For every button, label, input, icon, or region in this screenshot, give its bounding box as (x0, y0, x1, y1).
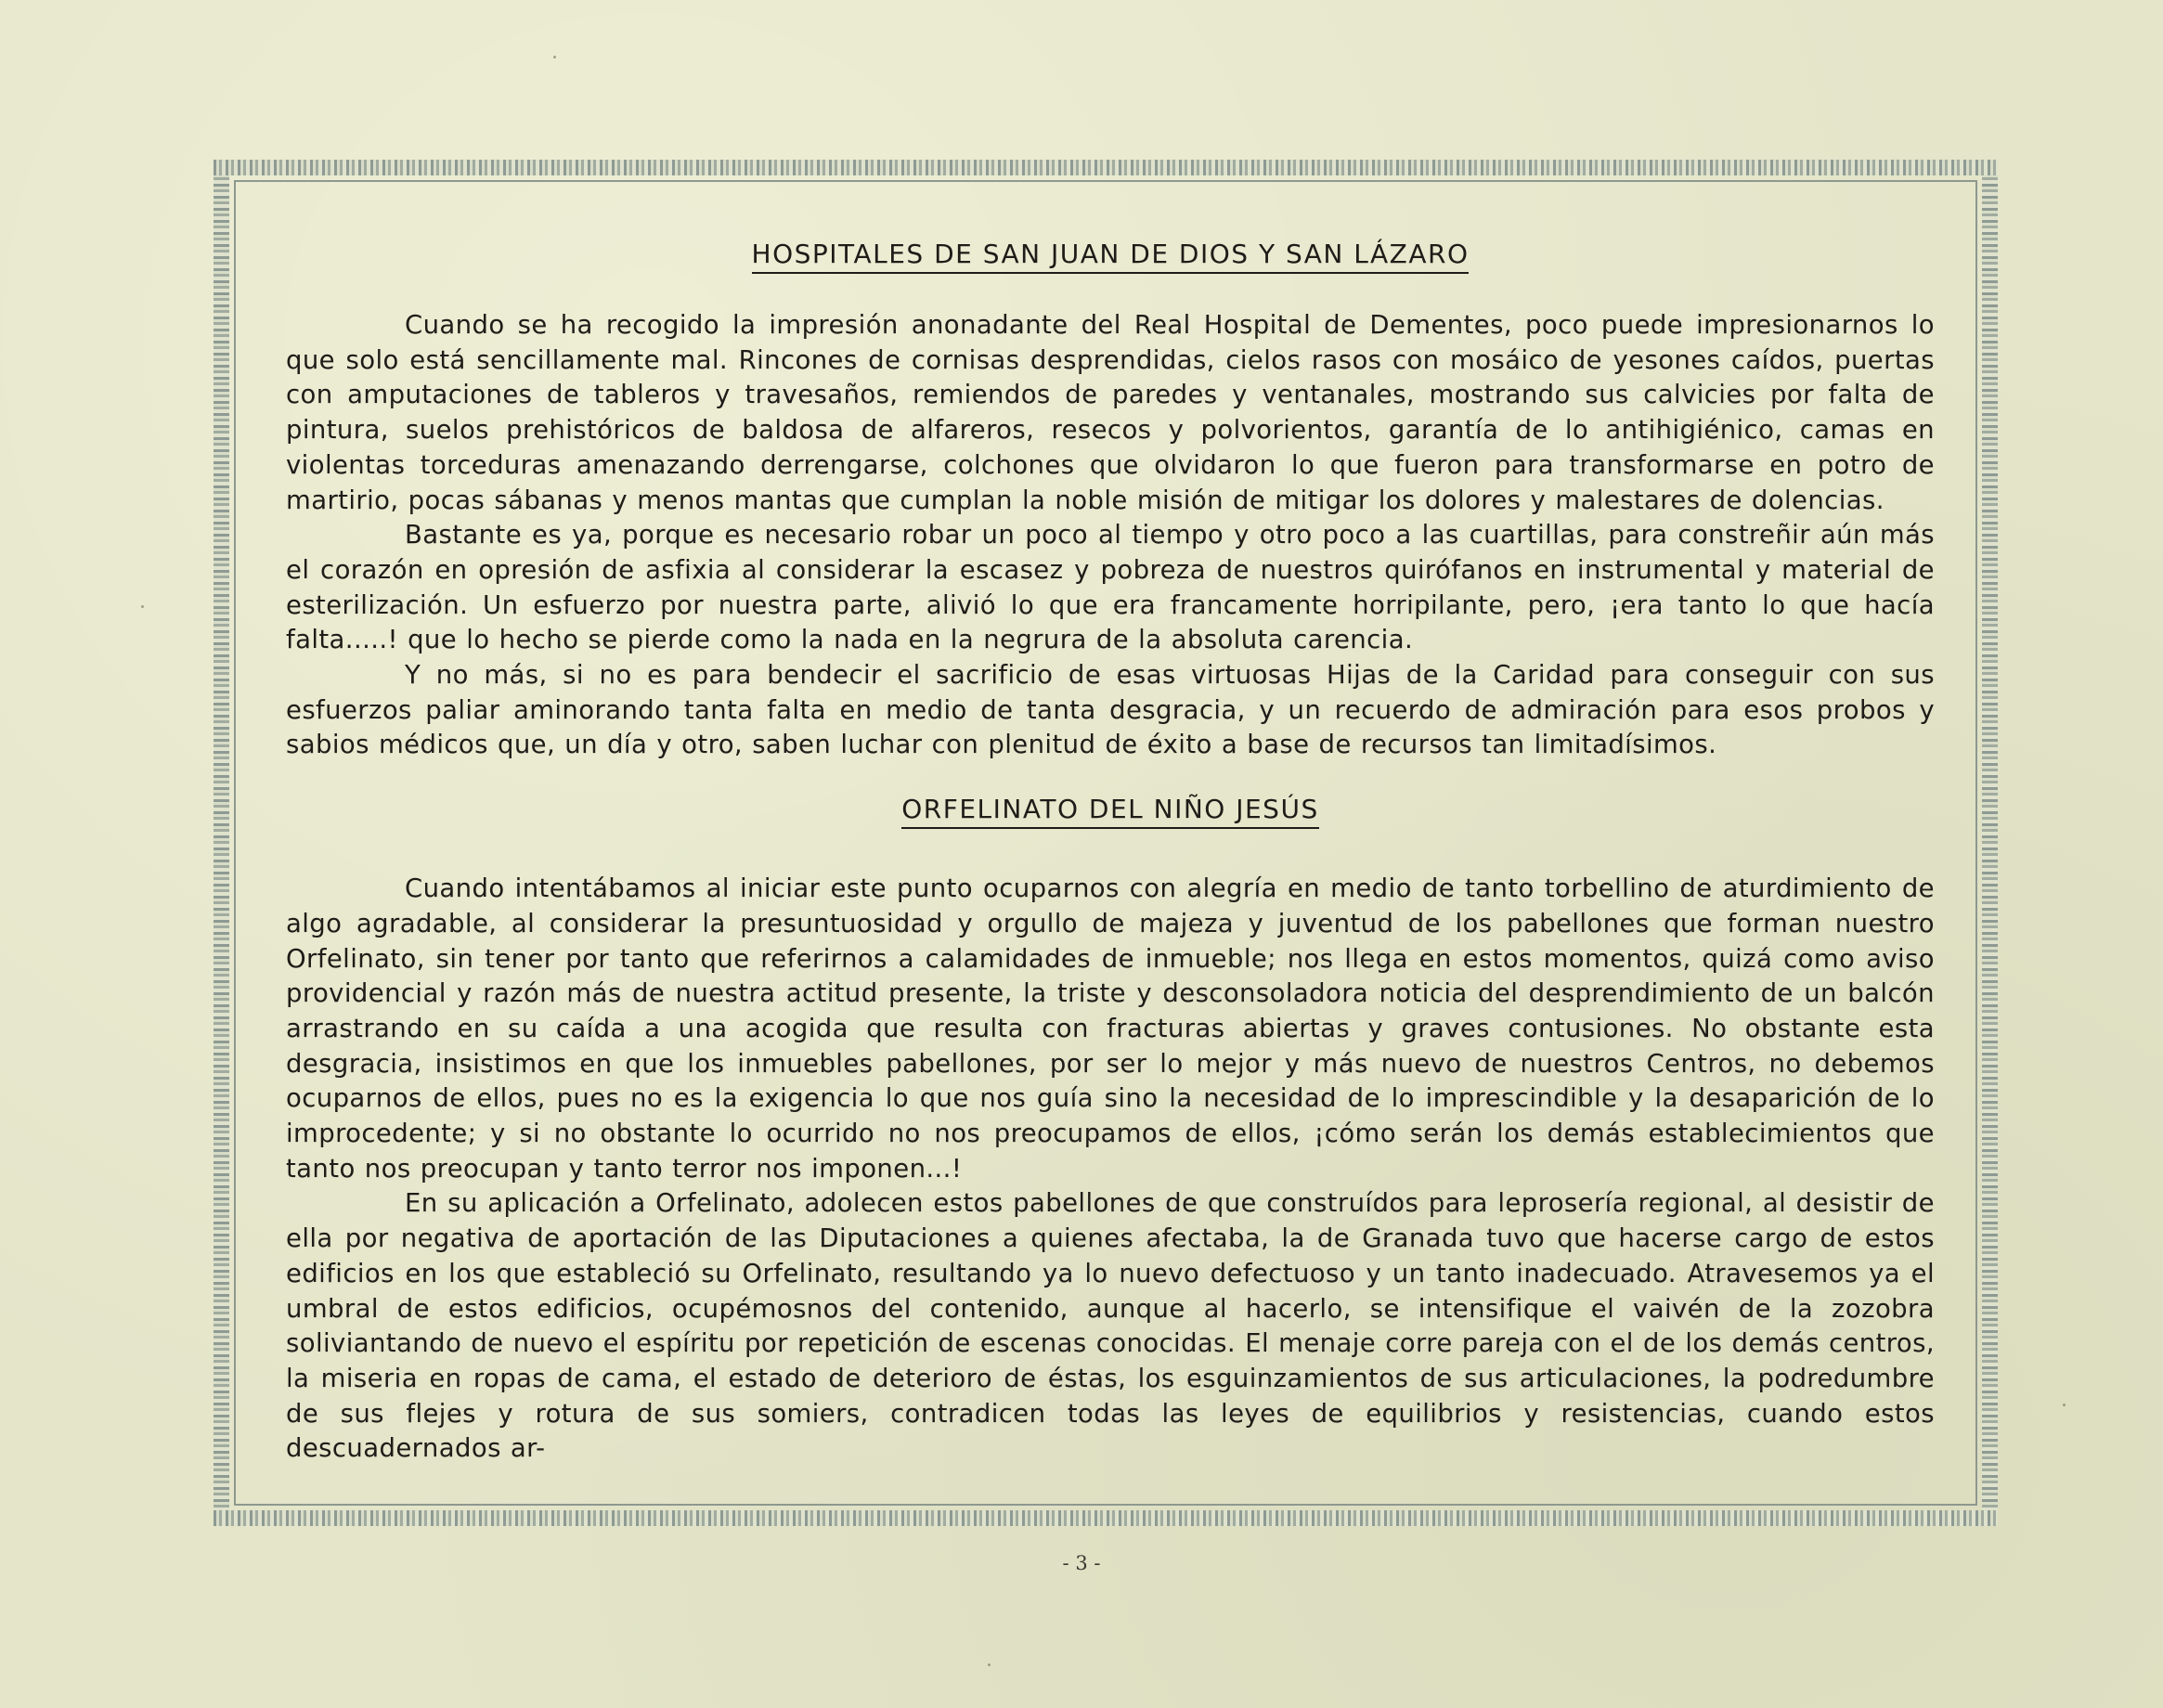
paper-speck (553, 56, 556, 58)
page-number: - 3 - (1062, 1552, 1101, 1574)
paper-speck (141, 605, 144, 608)
section-title-orfelinato: ORFELINATO DEL NIÑO JESÚS (286, 796, 1935, 829)
paragraph: Y no más, si no es para bendecir el sacrificio de esas virtuosas Hijas de la Caridad para conseguir con sus esfuerzos paliar aminorando tanta falta en medio de tanta desgracia, y un recuerdo de admiración para esos probos y sabios médicos que, un día y otro, saben luchar con plenitud de éxito a base de recursos tan limitadísimos. (286, 660, 1935, 760)
paper-speck (988, 1663, 991, 1666)
paper-speck (2063, 1404, 2066, 1406)
paragraph: En su aplicación a Orfelinato, adolecen estos pabellones de que construídos para leprosería regional, al desistir de ella por negativa de aportación de las Diputaciones a quienes afectaba, la de Granada tuvo que hacerse cargo de estos edificios en los que estableció su Orfelinato, resultando ya lo nuevo defectuoso y un tanto inadecuado. Atravesemos ya el umbral de estos edificios, ocupémosnos del contenido, aunque al hacerlo, se intensifique el vaivén de la zozobra soliviantando de nuevo el espíritu por repetición de escenas conocidas. El menaje corre pareja con el de los demás centros, la miseria en ropas de cama, el estado de deterioro de éstas, los esguinzamientos de sus articulaciones, la podredumbre de sus flejes y rotura de sus somiers, contradicen todas las leyes de equilibrios y resistencias, cuando estos descuadernados ar- (286, 1188, 1935, 1464)
section-title-hospitales: HOSPITALES DE SAN JUAN DE DIOS Y SAN LÁZARO (286, 241, 1935, 274)
paragraph: Cuando se ha recogido la impresión anonadante del Real Hospital de Dementes, poco puede impresionarnos lo que solo está sencillamente mal. Rincones de cornisas desprendidas, cielos rasos con mosáico de yesones caídos, puertas con amputaciones de tableros y travesaños, remiendos de paredes y ventanales, mostrando sus calvicies por falta de pintura, suelos prehistóricos de baldosa de alfareros, resecos y polvorientos, garantía de lo antihigiénico, camas en violentas torceduras amenazando derrengarse, colchones que olvidaron lo que fueron para transformarse en potro de martirio, pocas sábanas y menos mantas que cumplan la noble misión de mitigar los dolores y malestares de dolencias. (286, 310, 1935, 515)
text-block (286, 232, 1935, 1467)
paragraph: Bastante es ya, porque es necesario robar un poco al tiempo y otro poco a las cuartillas, para constreñir aún más el corazón en opresión de asfixia al considerar la escasez y pobreza de nuestros quirófanos en instrumental y material de esterilización. Un esfuerzo por nuestra parte, alivió lo que era francamente horripilante, pero, ¡era tanto lo que hacía falta.....! que lo hecho se pierde como la nada en la negrura de la absoluta carencia. (286, 520, 1935, 655)
paragraph: Cuando intentábamos al iniciar este punto ocuparnos con alegría en medio de tanto torbellino de aturdimiento de algo agradable, al considerar la presuntuosidad y orgullo de majeza y juventud de los pabellones que forman nuestro Orfelinato, sin tener por tanto que referirnos a calamidades de inmueble; nos llega en estos momentos, quizá como aviso providencial y razón más de nuestra actitud presente, la triste y desconsoladora noticia del desprendimiento de un balcón arrastrando en su caída a una acogida que resulta con fracturas abiertas y graves contusiones. No obstante esta desgracia, insistimos en que los inmuebles pabellones, por ser lo mejor y más nuevo de nuestros Centros, no debemos ocuparnos de ellos, pues no es la exigencia lo que nos guía sino la necesidad de lo imprescindible y la desaparición de lo improcedente; y si no obstante lo ocurrido no nos preocupamos de ellos, ¡cómo serán los demás establecimientos que tanto nos preocupan y tanto terror nos imponen...! (286, 873, 1935, 1184)
